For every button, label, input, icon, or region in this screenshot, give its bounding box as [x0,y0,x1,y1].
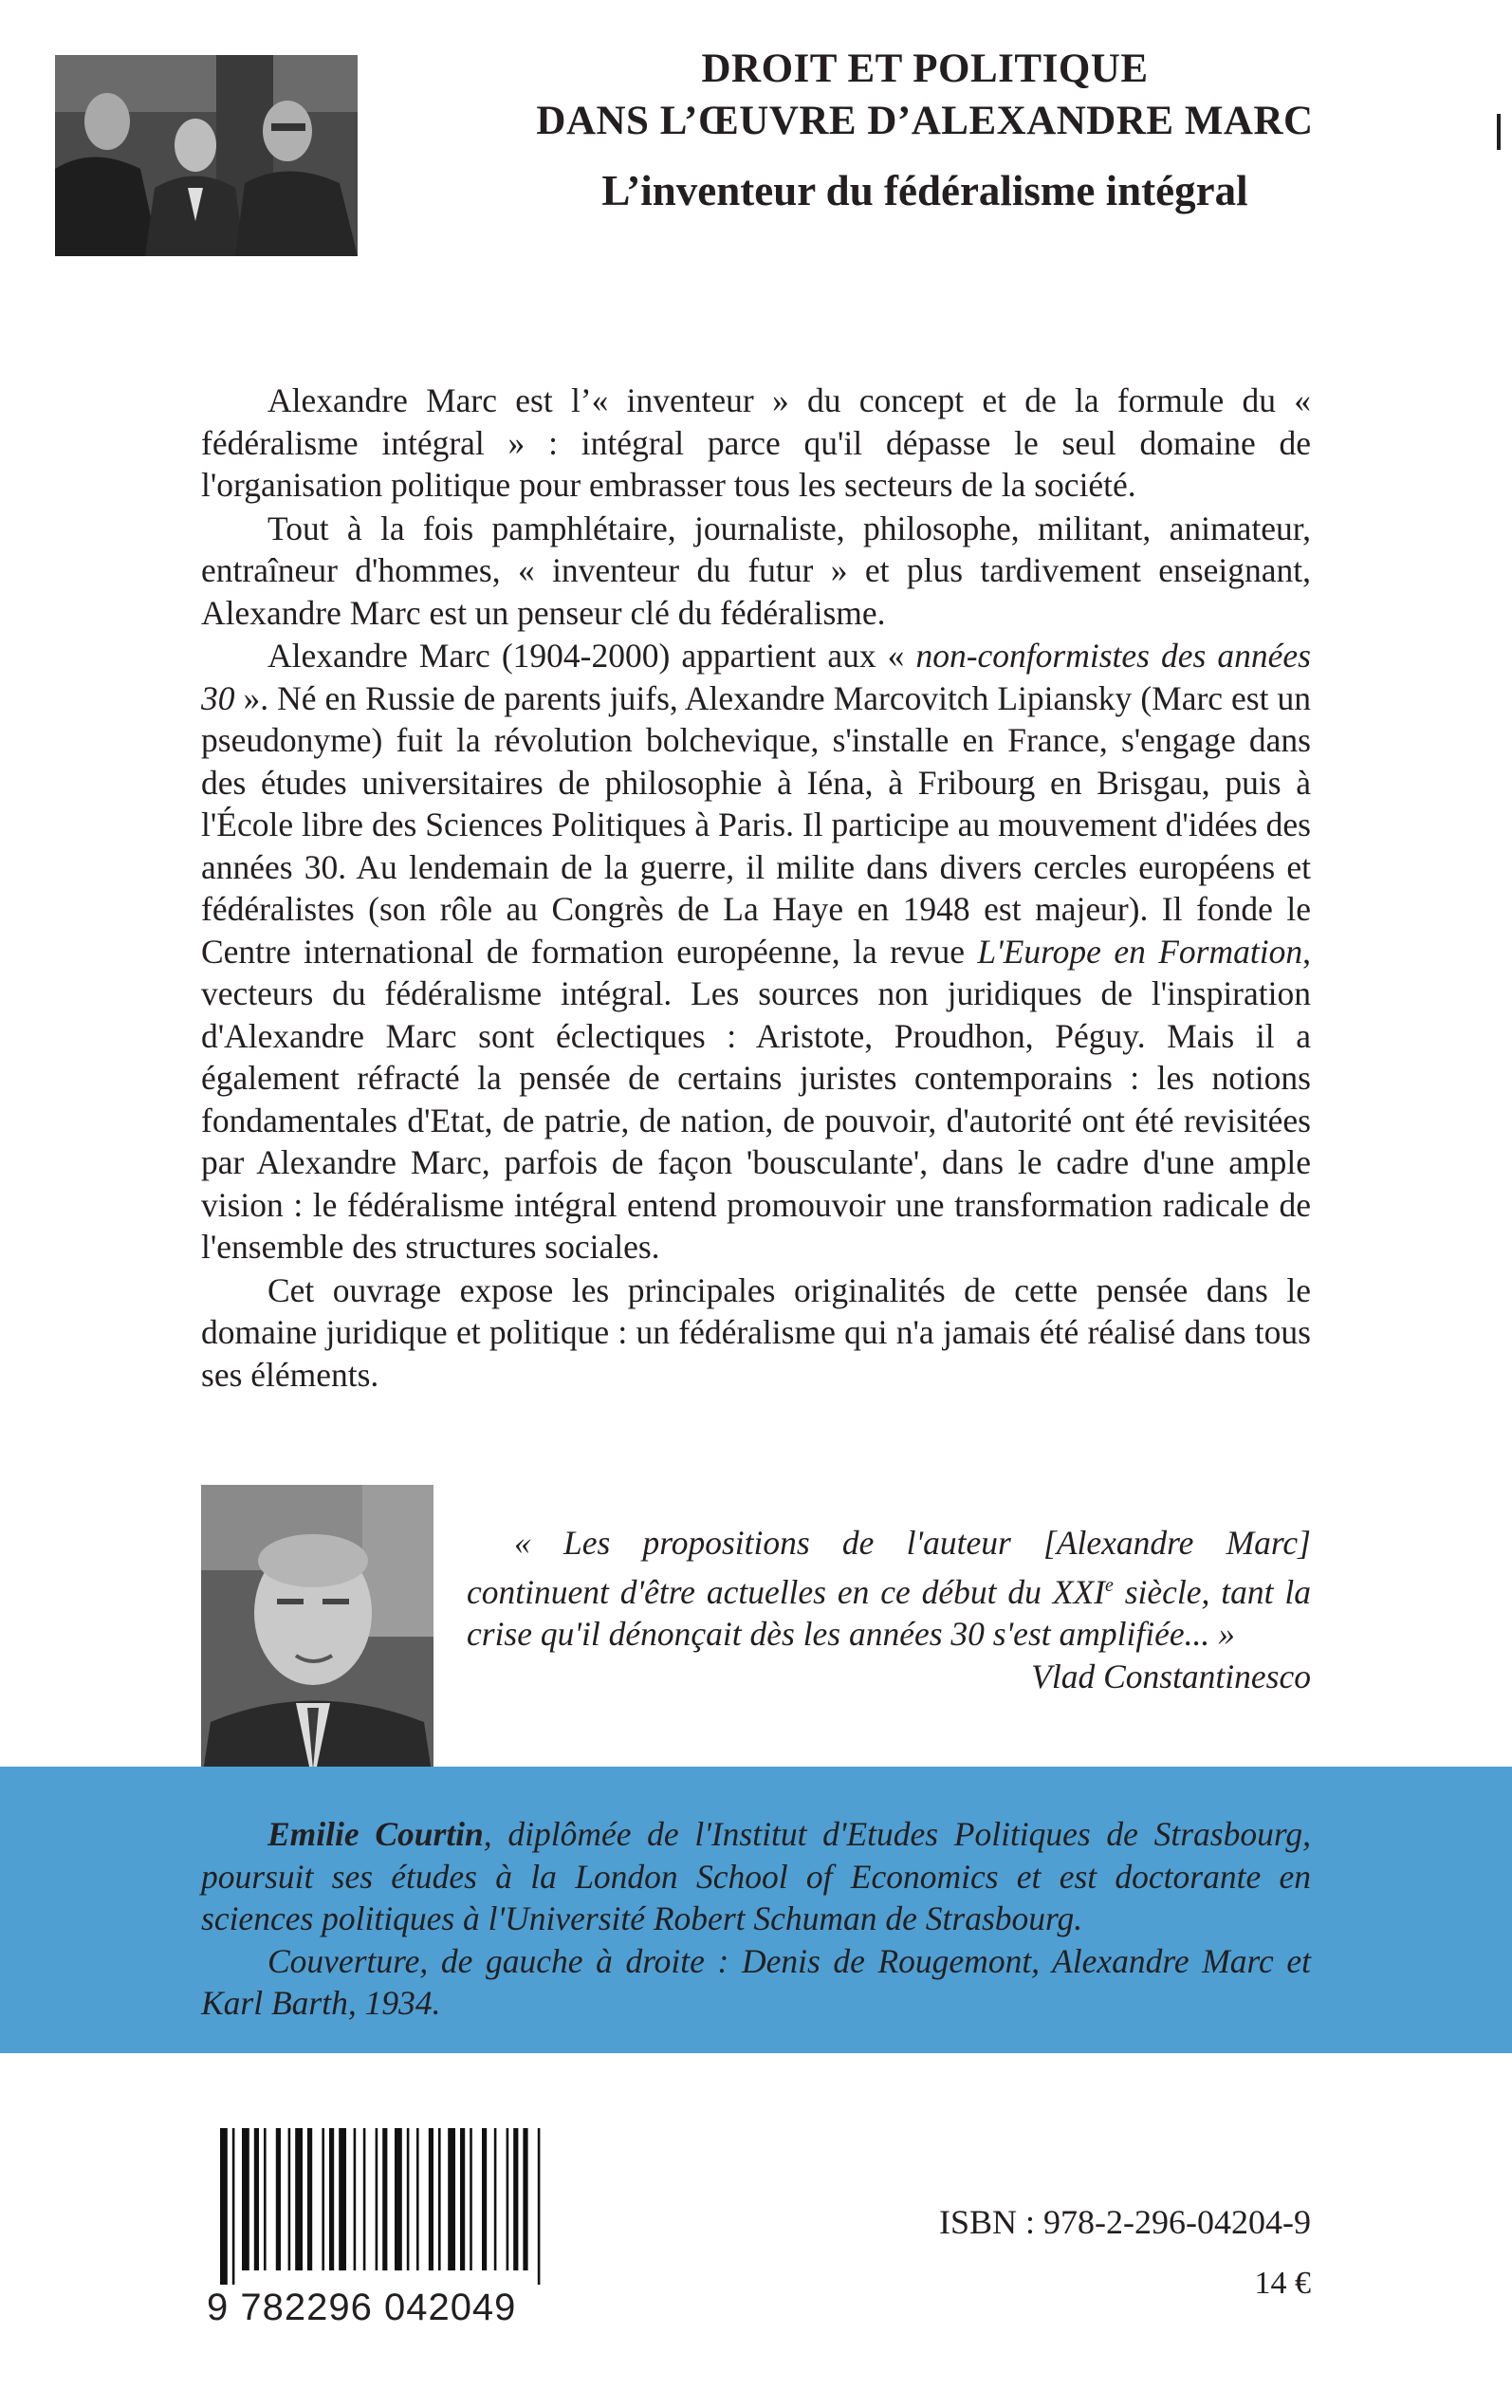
blurb-p3-part-a: Alexandre Marc (1904-2000) appartient aux « [267,637,916,675]
price: 14 € [1254,2266,1311,2301]
quote-text [467,1522,1311,1655]
barcode-bar [307,2128,312,2270]
blurb-paragraph-2: Tout à la fois pamphlétaire, journaliste, philosophe, militant, animateur, entraîneur d'hommes, « inventeur du futur » et plus tardivement enseignant, Alexandre Marc est un penseur clé du fédéralisme. [201,509,1311,632]
quote-text-b: siècle, tant la crise qu'il dénonçait dès les années 30 s'est amplifiée... » [467,1572,1311,1653]
barcode-bar [507,2128,509,2270]
barcode-bar [288,2128,291,2270]
barcode-bar [329,2128,334,2270]
barcode-bar [322,2128,324,2270]
barcode-bar [460,2128,465,2270]
barcode-bar [382,2128,387,2270]
barcode-bar [254,2128,259,2270]
blurb-p3-part-e: , vecteurs du fédéralisme intégral. Les sources non juridiques de l'inspiration d'Alexandre Marc sont éclectiques : Aristote, Proudhon, Péguy. Mais il a également réfracté la pensée de certains juristes contemporains : les notions fondamentales d'Etat, de patrie, de nation, de pouvoir, d'autorité ont été revisitées par Alexandre Marc, parfois de façon 'bousculante', dans le cadre d'une ample vision : le fédéralisme intégral entend promouvoir une transformation radicale de l'ensemble des structures sociales. [201,932,1311,1266]
quote-author: Vlad Constantinesco [1031,1658,1311,1696]
quote-block [467,1522,1311,1698]
barcode-bar [416,2128,419,2270]
barcode-bar [438,2128,441,2270]
spine-mark [1497,114,1501,150]
barcode-bar [513,2128,518,2270]
barcode-bar [429,2128,433,2270]
barcode-bar [523,2128,527,2270]
barcode-bars [201,2128,599,2285]
book-title-line-1: DROIT ET POLITIQUE [701,46,1149,91]
barcode [201,2128,599,2365]
barcode-bar [295,2128,303,2270]
barcode-bar [482,2128,487,2270]
barcode-bar [264,2128,267,2270]
barcode-bar [538,2128,541,2285]
quote-text-a: « Les propositions de l'auteur [Alexandre Marc] continuent d'être actuelles en ce début du XXI [467,1524,1311,1611]
barcode-bar [448,2128,455,2270]
author-description: , diplômée de l'Institut d'Etudes Politiques de Strasbourg, poursuit ses études à la London School of Economics et est doctorante en sciences politiques à l'Université Robert Schuman de Strasbourg. [201,1815,1311,1937]
isbn: ISBN : 978-2-296-04204-9 [939,2203,1311,2241]
book-title-line-2: DANS L’ŒUVRE D’ALEXANDRE MARC [536,99,1314,143]
book-subtitle: L’inventeur du fédéralisme intégral [601,167,1248,214]
blurb-paragraph-4: Cet ouvrage expose les principales originalités de cette pensée dans le domaine juridique et politique : un fédéralisme qui n'a jamais été réalisé dans tous ses éléments. [201,1270,1311,1394]
barcode-bar [232,2128,235,2285]
quote-superscript: e [1104,1574,1114,1596]
author-name: Emilie Courtin [267,1815,484,1853]
barcode-bar [220,2128,228,2285]
barcode-bar [363,2128,366,2270]
barcode-digits: 9 782296 042049 [207,2287,517,2328]
barcode-bar [494,2128,497,2270]
barcode-bar [276,2128,281,2270]
barcode-bar [395,2128,402,2270]
blurb-p3-italic-journal: L'Europe en Formation [977,932,1303,971]
blurb-p3-part-c: ». Né en Russie de parents juifs, Alexandre Marcovitch Lipiansky (Marc est un pseudonyme) fuit la révolution bolchevique, s'installe en France, s'engage dans des études universitaires de philosophie à Iéna, à Fribourg en Brisgau, puis à l'École libre des Sciences Politiques à Paris. Il participe au mouvement d'idées des années 30. Au lendemain de la guerre, il milite dans divers cercles européens et fédéralistes (son rôle au Congrès de La Haye en 1948 est majeur). Il fonde le Centre international de formation européenne, la revue [201,678,1311,971]
blurb-paragraph-1: Alexandre Marc est l’« inventeur » du concept et de la formule du « fédéralisme intégral » : intégral parce qu'il dépasse le seul domaine de l'organisation politique pour embrasser tous les secteurs de la société. [201,381,1311,504]
blurb-p3-italic-a: non-conformistes des années 30 [201,637,1311,717]
bio-text [201,1813,1311,2025]
cover-photo [55,55,358,256]
barcode-bar [470,2128,472,2270]
barcode-bar [407,2128,410,2270]
blurb-text [201,380,1311,1396]
author-portrait [201,1485,433,1785]
blurb-paragraph-3 [201,635,1311,1269]
barcode-bar [354,2128,357,2270]
cover-credit: Couverture, de gauche à droite : Denis de Rougemont, Alexandre Marc et Karl Barth, 1934. [201,1941,1311,2022]
barcode-bar [242,2128,249,2270]
barcode-bar [376,2128,378,2270]
barcode-bar [339,2128,346,2270]
author-bio [201,1813,1311,1940]
title-block [379,43,1470,217]
